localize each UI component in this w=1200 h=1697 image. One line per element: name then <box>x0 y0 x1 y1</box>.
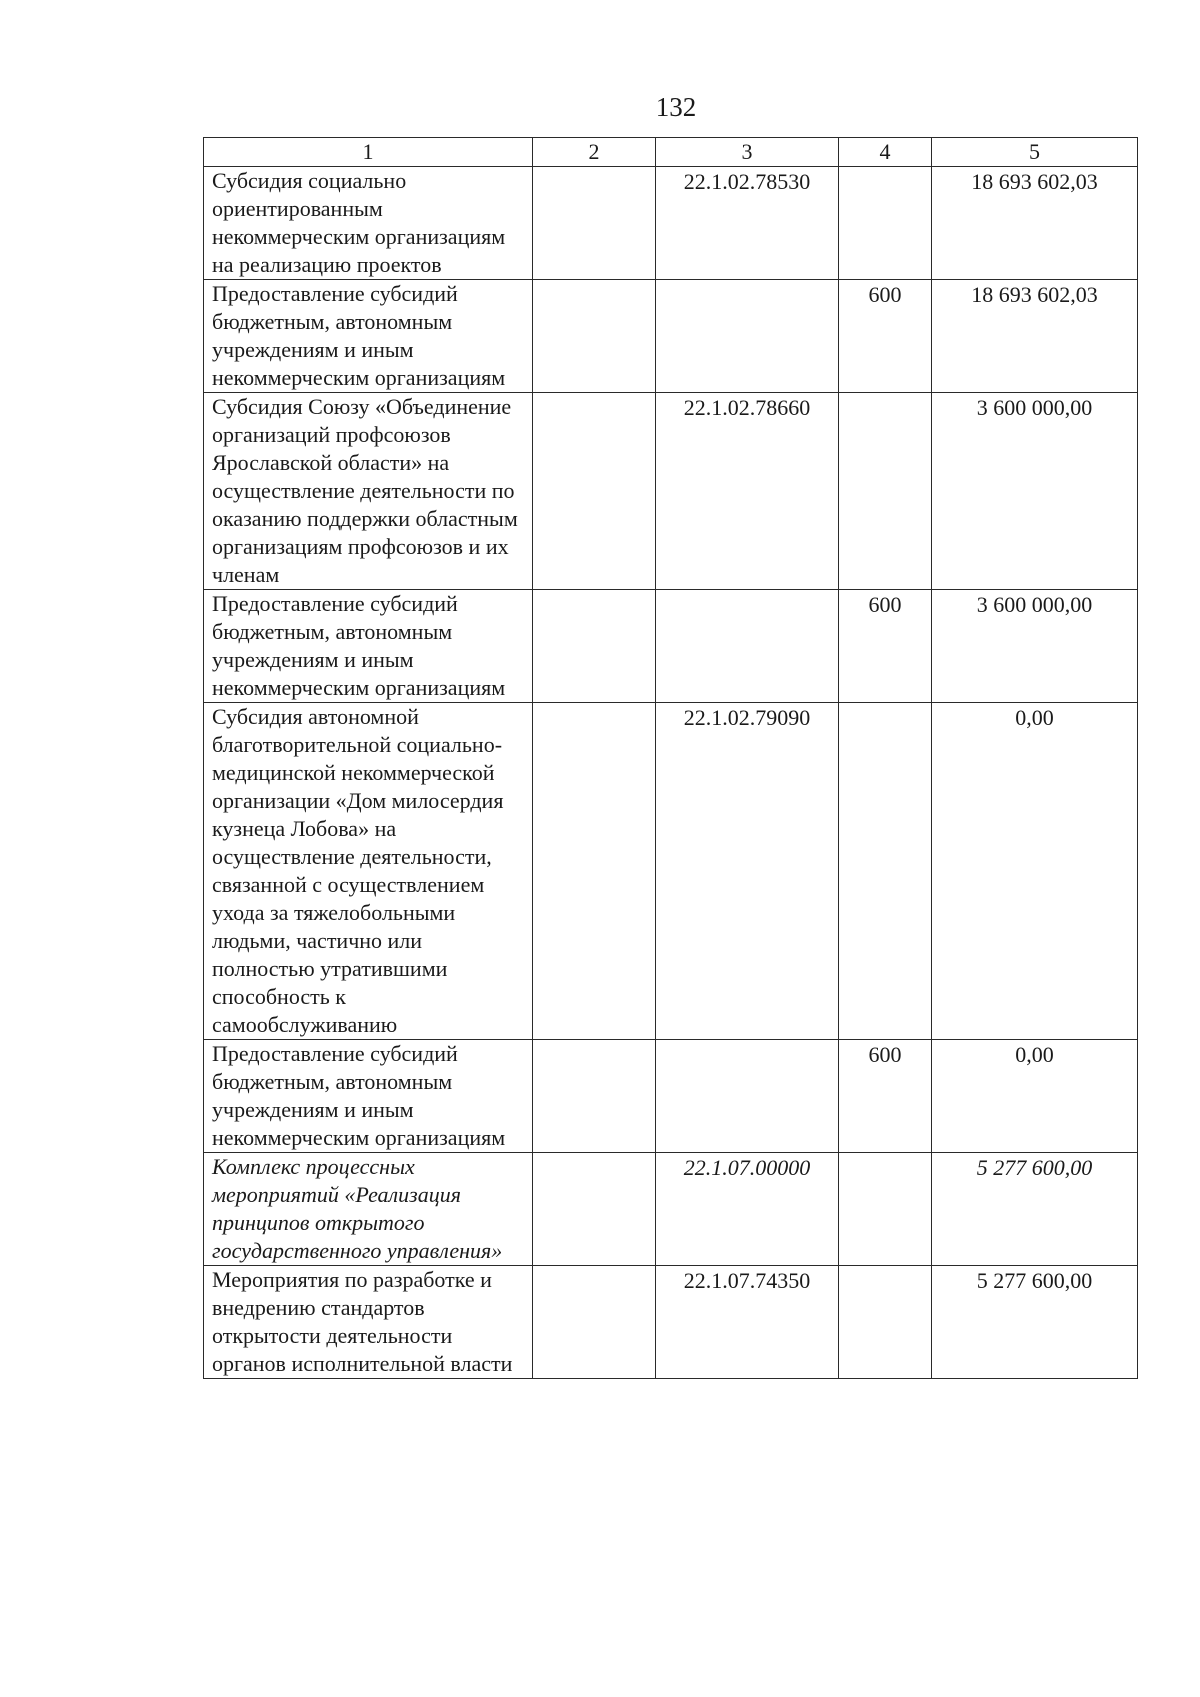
table-row <box>204 1040 1138 1153</box>
row-amount: 3 600 000,00 <box>932 393 1138 590</box>
row-kind <box>839 1153 932 1266</box>
table-row <box>204 703 1138 1040</box>
row-amount: 5 277 600,00 <box>932 1266 1138 1379</box>
row-amount: 3 600 000,00 <box>932 590 1138 703</box>
row-code <box>656 590 839 703</box>
header-col-1: 1 <box>204 138 533 167</box>
row-kind <box>839 703 932 1040</box>
table-body <box>204 167 1138 1379</box>
row-code: 22.1.07.00000 <box>656 1153 839 1266</box>
row-kind <box>839 1266 932 1379</box>
row-code: 22.1.02.79090 <box>656 703 839 1040</box>
table-header <box>204 138 1138 167</box>
table-row <box>204 167 1138 280</box>
page-number <box>76 92 1200 122</box>
row-name: Предоставление субсидий бюджетным, автономным учреждениям и иным некоммерческим организациям <box>204 1040 533 1153</box>
row-col2 <box>533 1153 656 1266</box>
row-name: Субсидия социально ориентированным некоммерческим организациям на реализацию проектов <box>204 167 533 280</box>
row-name: Мероприятия по разработке и внедрению стандартов открытости деятельности органов исполнительной власти <box>204 1266 533 1379</box>
header-col-3: 3 <box>656 138 839 167</box>
row-kind <box>839 167 932 280</box>
row-col2 <box>533 590 656 703</box>
row-name: Субсидия Союзу «Объединение организаций профсоюзов Ярославской области» на осуществление деятельности по оказанию поддержки областным организациям профсоюзов и их членам <box>204 393 533 590</box>
row-col2 <box>533 703 656 1040</box>
row-amount: 0,00 <box>932 1040 1138 1153</box>
table-row <box>204 280 1138 393</box>
row-kind: 600 <box>839 590 932 703</box>
row-col2 <box>533 1266 656 1379</box>
header-col-4: 4 <box>839 138 932 167</box>
row-name: Предоставление субсидий бюджетным, автономным учреждениям и иным некоммерческим организациям <box>204 280 533 393</box>
row-name: Предоставление субсидий бюджетным, автономным учреждениям и иным некоммерческим организациям <box>204 590 533 703</box>
header-col-2: 2 <box>533 138 656 167</box>
row-code: 22.1.02.78530 <box>656 167 839 280</box>
row-code: 22.1.02.78660 <box>656 393 839 590</box>
row-name: Комплекс процессных мероприятий «Реализация принципов открытого государственного управления» <box>204 1153 533 1266</box>
table-row <box>204 590 1138 703</box>
row-col2 <box>533 1040 656 1153</box>
row-amount: 18 693 602,03 <box>932 167 1138 280</box>
row-kind <box>839 393 932 590</box>
row-code: 22.1.07.74350 <box>656 1266 839 1379</box>
header-col-5: 5 <box>932 138 1138 167</box>
row-amount: 5 277 600,00 <box>932 1153 1138 1266</box>
row-col2 <box>533 393 656 590</box>
row-kind: 600 <box>839 1040 932 1153</box>
table-row <box>204 393 1138 590</box>
row-code <box>656 280 839 393</box>
row-code <box>656 1040 839 1153</box>
table-row <box>204 1266 1138 1379</box>
row-amount: 18 693 602,03 <box>932 280 1138 393</box>
table-row <box>204 1153 1138 1266</box>
budget-table <box>203 137 1138 1379</box>
row-col2 <box>533 280 656 393</box>
row-kind: 600 <box>839 280 932 393</box>
row-col2 <box>533 167 656 280</box>
header-row <box>204 138 1138 167</box>
page-number-text: 132 <box>655 92 697 122</box>
row-amount: 0,00 <box>932 703 1138 1040</box>
row-name: Субсидия автономной благотворительной социально-медицинской некоммерческой организации «Дом милосердия кузнеца Лобова» на осуществление деятельности, связанной с осуществлением ухода за тяжелобольными людьми, частично или полностью утратившими способность к самообслуживанию <box>204 703 533 1040</box>
